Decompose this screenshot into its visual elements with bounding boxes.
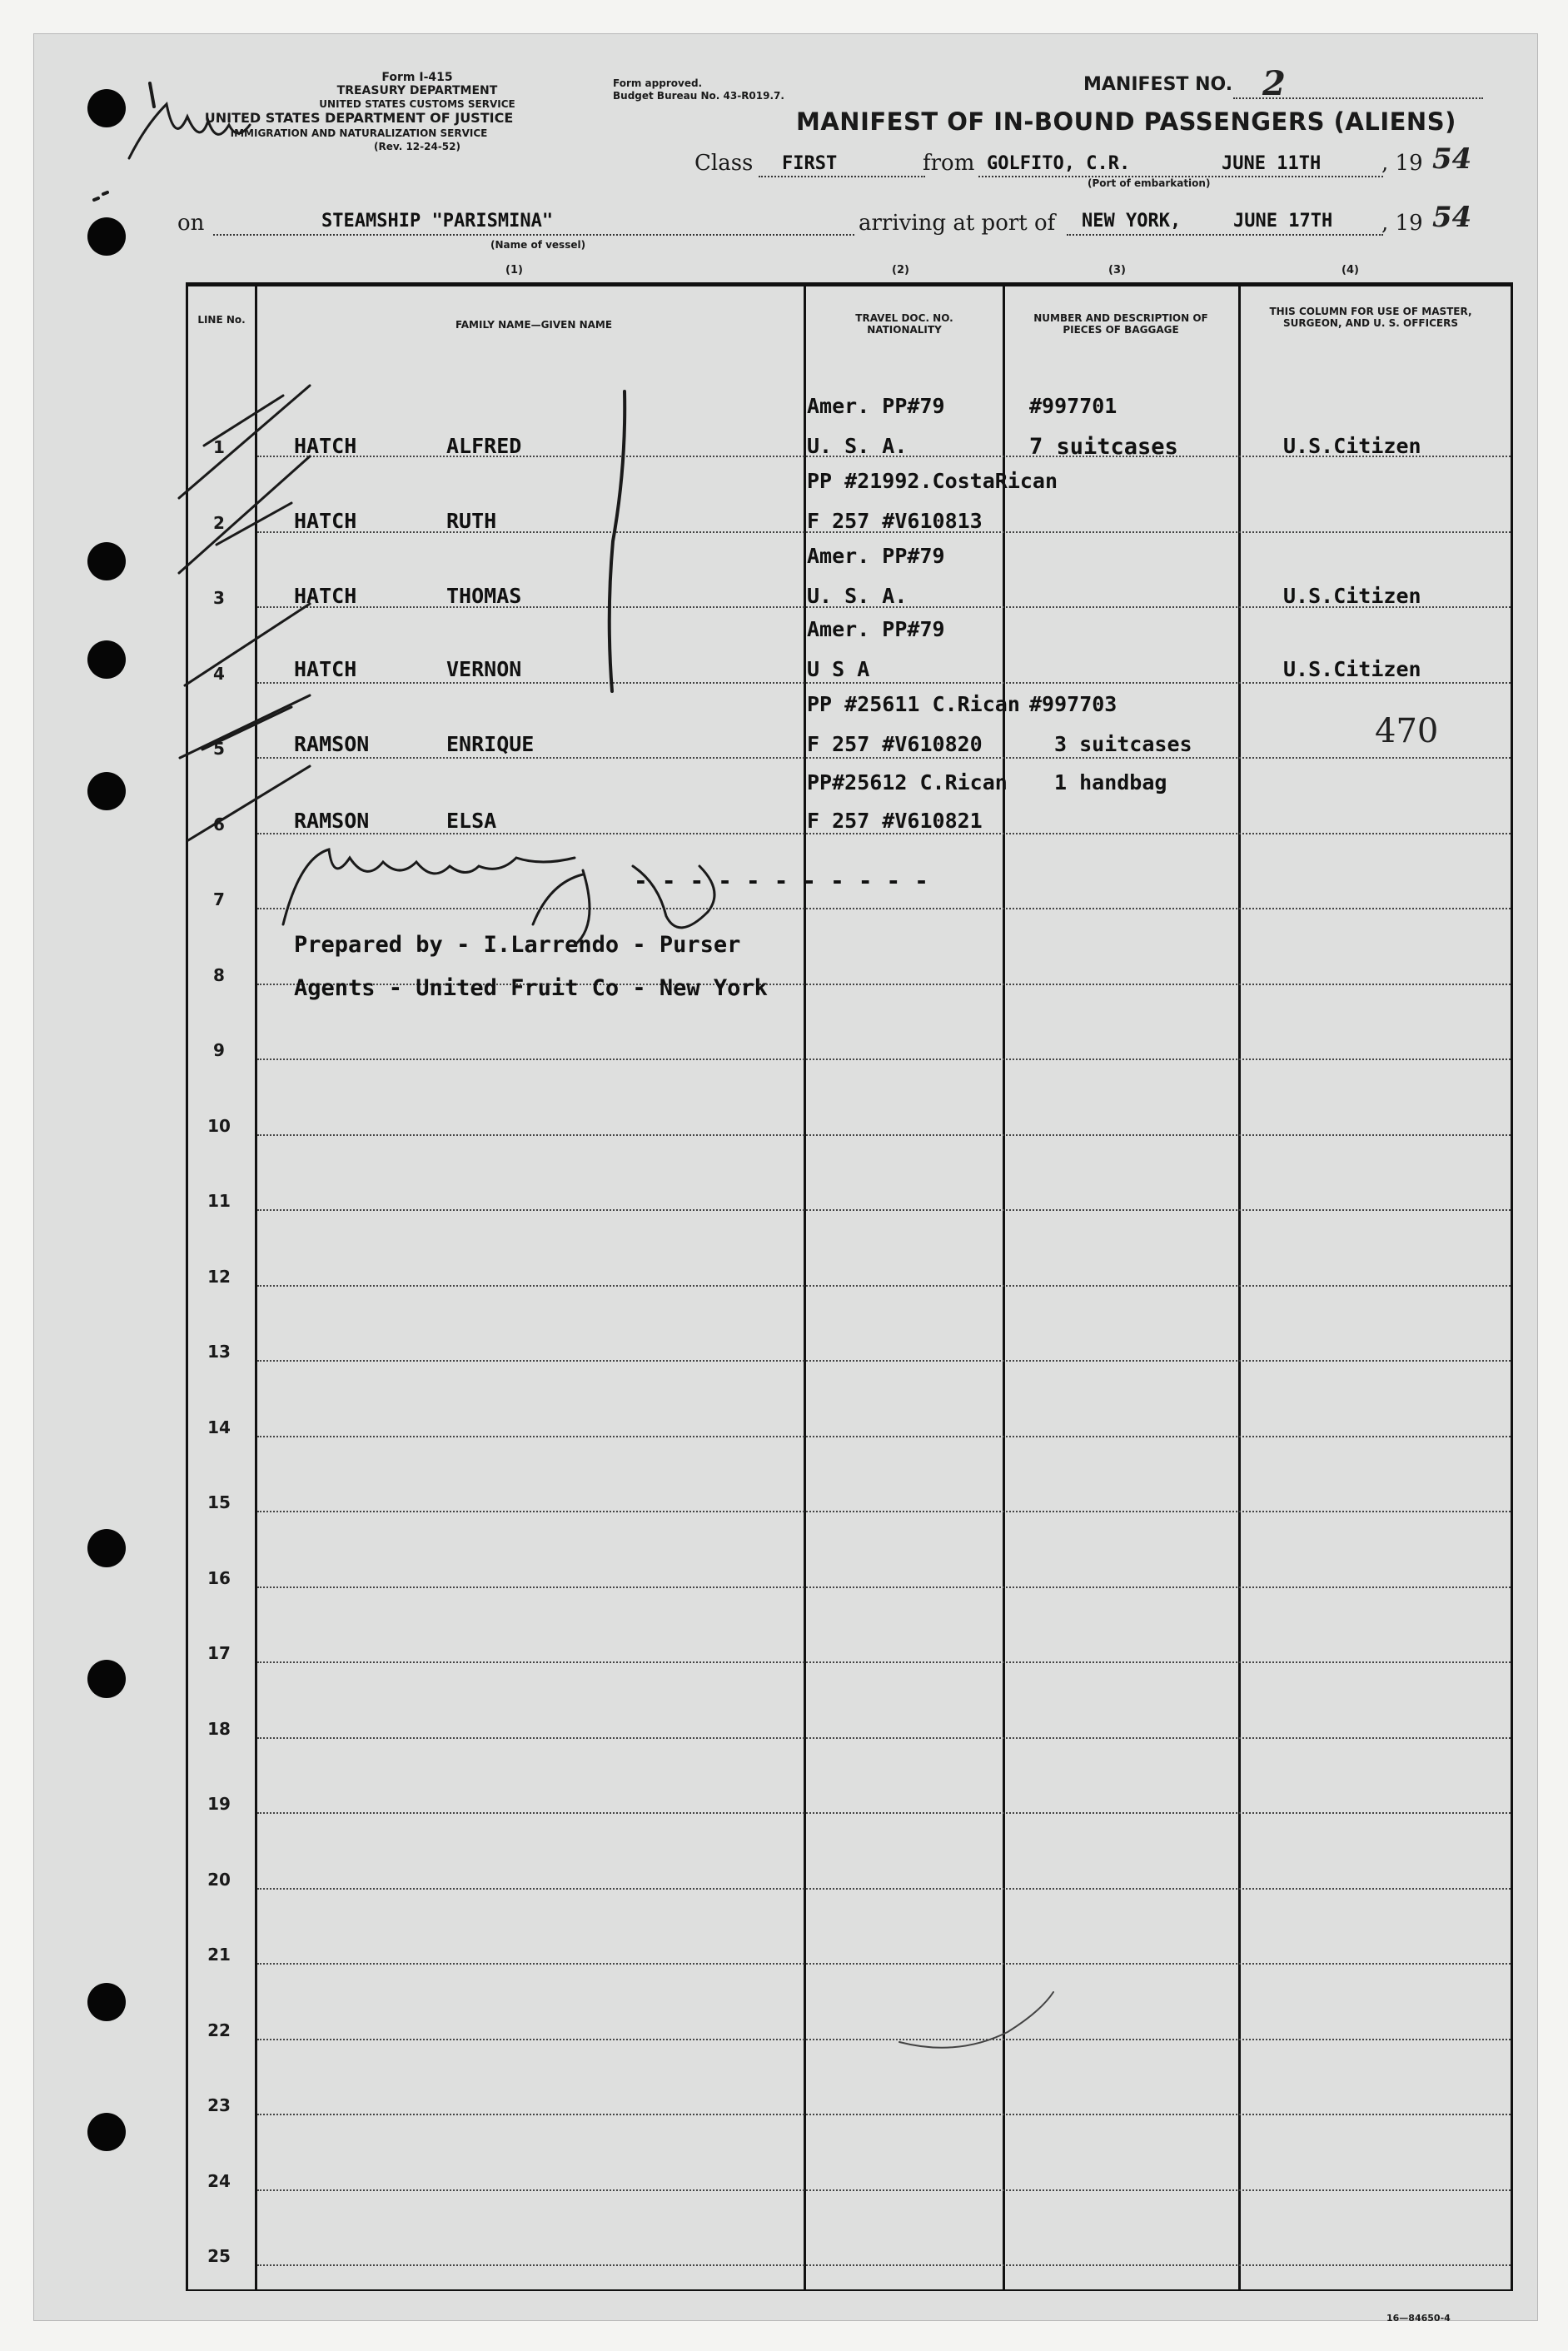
header-officers: THIS COLUMN FOR USE OF MASTER, SURGEON, AND U. S. OFFICERS	[1269, 306, 1472, 329]
from-label: from	[923, 151, 975, 176]
passenger-given-name: RUTH	[446, 509, 497, 533]
passenger-doc-no: Amer. PP#79	[807, 617, 945, 641]
row-7-dashes: - - - - - - - - - - -	[634, 867, 929, 894]
line-number: 24	[207, 2170, 231, 2191]
line-number: 1	[213, 437, 225, 457]
vessel-name: STEAMSHIP "PARISMINA"	[321, 211, 554, 232]
arriving-label: arriving at port of	[859, 211, 1056, 236]
scribble-mark	[94, 192, 107, 200]
line-number: 22	[207, 2020, 231, 2040]
check-mark	[204, 396, 283, 446]
line-number: 23	[207, 2095, 231, 2115]
arrival-port: NEW YORK,	[1082, 211, 1182, 232]
scribble-mark	[129, 104, 250, 158]
signature-scribble	[283, 849, 714, 945]
check-mark	[185, 604, 310, 685]
embarkation-year-suffix: 54	[1432, 142, 1472, 176]
embarkation-caption: (Port of embarkation)	[1088, 177, 1211, 189]
officer-note: U.S.Citizen	[1283, 657, 1421, 681]
dept-immigration: IMMIGRATION AND NATURALIZATION SERVICE	[230, 127, 488, 139]
passenger-given-name: VERNON	[446, 657, 522, 681]
line-number: 8	[213, 964, 225, 985]
header-line-no: LINE No.	[197, 314, 246, 326]
line-number: 3	[213, 588, 225, 608]
dept-customs: UNITED STATES CUSTOMS SERVICE	[319, 98, 515, 110]
handwritten-marks	[94, 83, 1056, 2048]
line-number: 4	[213, 663, 225, 684]
line-number: 16	[207, 1567, 231, 1588]
embarkation-year-prefix: , 19	[1381, 151, 1423, 176]
passenger-doc-no: PP#25612 C.Rican	[807, 770, 1008, 794]
col-ref-2: (2)	[892, 264, 909, 276]
line-number: 6	[213, 814, 225, 834]
header-baggage: NUMBER AND DESCRIPTION OF PIECES OF BAGGAGE	[1033, 312, 1208, 336]
passenger-nationality: F 257 #V610813	[807, 509, 983, 533]
line-number: 7	[213, 889, 225, 909]
passenger-family-name: HATCH	[294, 584, 357, 608]
header-name: FAMILY NAME—GIVEN NAME	[455, 319, 613, 331]
line-number: 18	[207, 1718, 231, 1739]
faint-check-mark	[899, 1992, 1053, 2048]
form-title: MANIFEST OF IN-BOUND PASSENGERS (ALIENS)	[796, 107, 1456, 136]
passenger-given-name: ENRIQUE	[446, 732, 535, 756]
col-ref-1: (1)	[505, 264, 523, 276]
line-number: 2	[213, 512, 225, 533]
officer-note: U.S.Citizen	[1283, 434, 1421, 458]
line-number: 17	[207, 1643, 231, 1663]
passenger-nationality: F 257 #V610821	[807, 809, 983, 833]
form-revision: (Rev. 12-24-52)	[374, 141, 460, 152]
passenger-nationality: U S A	[807, 657, 870, 681]
line-number: 25	[207, 2246, 231, 2266]
passenger-family-name: HATCH	[294, 509, 357, 533]
check-mark	[188, 766, 310, 840]
line-number: 14	[207, 1417, 231, 1437]
passenger-family-name: HATCH	[294, 434, 357, 458]
baggage-number: #997703	[1029, 692, 1118, 716]
passenger-given-name: ALFRED	[446, 434, 522, 458]
class-label: Class	[694, 151, 754, 176]
dept-justice: UNITED STATES DEPARTMENT OF JUSTICE	[204, 110, 514, 126]
line-number: 20	[207, 1869, 231, 1890]
line-number: 5	[213, 739, 225, 759]
scribble-mark	[150, 83, 154, 107]
line-number: 11	[207, 1191, 231, 1211]
line-number: 19	[207, 1794, 231, 1814]
passenger-family-name: RAMSON	[294, 809, 370, 833]
embarkation-date: JUNE 11TH	[1222, 153, 1322, 174]
check-mark	[180, 695, 310, 758]
passenger-doc-no: Amer. PP#79	[807, 544, 945, 568]
passenger-doc-no: PP #25611 C.Rican	[807, 692, 1020, 716]
bracket-stroke	[610, 391, 625, 691]
check-mark	[217, 503, 291, 545]
check-mark	[179, 456, 310, 573]
arrival-year-prefix: , 19	[1381, 211, 1423, 236]
class-value: FIRST	[782, 153, 838, 174]
budget-bureau-no: Budget Bureau No. 43-R019.7.	[613, 90, 784, 102]
check-mark	[202, 707, 291, 750]
baggage-description: 7 suitcases	[1029, 434, 1178, 460]
dept-treasury: TREASURY DEPARTMENT	[336, 84, 498, 97]
line-number: 12	[207, 1266, 231, 1287]
arrival-year-suffix: 54	[1432, 201, 1472, 234]
header-travel-doc: TRAVEL DOC. NO. NATIONALITY	[855, 312, 953, 336]
passenger-family-name: HATCH	[294, 657, 357, 681]
prepared-by: Prepared by - I.Larrendo - Purser	[294, 932, 741, 958]
line-number: 10	[207, 1115, 231, 1136]
line-number: 9	[213, 1040, 225, 1060]
col-ref-3: (3)	[1108, 264, 1126, 276]
manifest-number-value: 2	[1262, 64, 1286, 103]
line-number: 15	[207, 1492, 231, 1512]
passenger-nationality: U. S. A.	[807, 584, 908, 608]
port-of-embarkation: GOLFITO, C.R.	[987, 153, 1131, 174]
form-number: Form I-415	[381, 71, 453, 84]
manifest-number-label: MANIFEST NO.	[1083, 74, 1233, 95]
line-number: 21	[207, 1945, 231, 1965]
arrival-date: JUNE 17TH	[1233, 211, 1333, 232]
passenger-nationality: U. S. A.	[807, 434, 908, 458]
officer-note: U.S.Citizen	[1283, 584, 1421, 608]
agents: Agents - United Fruit Co - New York	[294, 975, 768, 1001]
passenger-nationality: F 257 #V610820	[807, 732, 983, 756]
passenger-doc-no: PP #21992.CostaRican	[807, 469, 1058, 493]
col-ref-4: (4)	[1342, 264, 1359, 276]
vessel-caption: (Name of vessel)	[490, 239, 586, 251]
baggage-description: 3 suitcases	[1054, 732, 1192, 756]
on-label: on	[177, 211, 205, 236]
line-number: 13	[207, 1342, 231, 1362]
passenger-doc-no: Amer. PP#79	[807, 394, 945, 418]
baggage-description: 1 handbag	[1054, 770, 1167, 794]
passenger-given-name: ELSA	[446, 809, 497, 833]
baggage-number: #997701	[1029, 394, 1118, 418]
check-mark	[179, 386, 310, 498]
annotation-470: 470	[1375, 712, 1439, 750]
form-bottom-code: 16—84650-4	[1386, 2313, 1451, 2324]
passenger-given-name: THOMAS	[446, 584, 522, 608]
form-approved: Form approved.	[613, 77, 703, 89]
passenger-family-name: RAMSON	[294, 732, 370, 756]
